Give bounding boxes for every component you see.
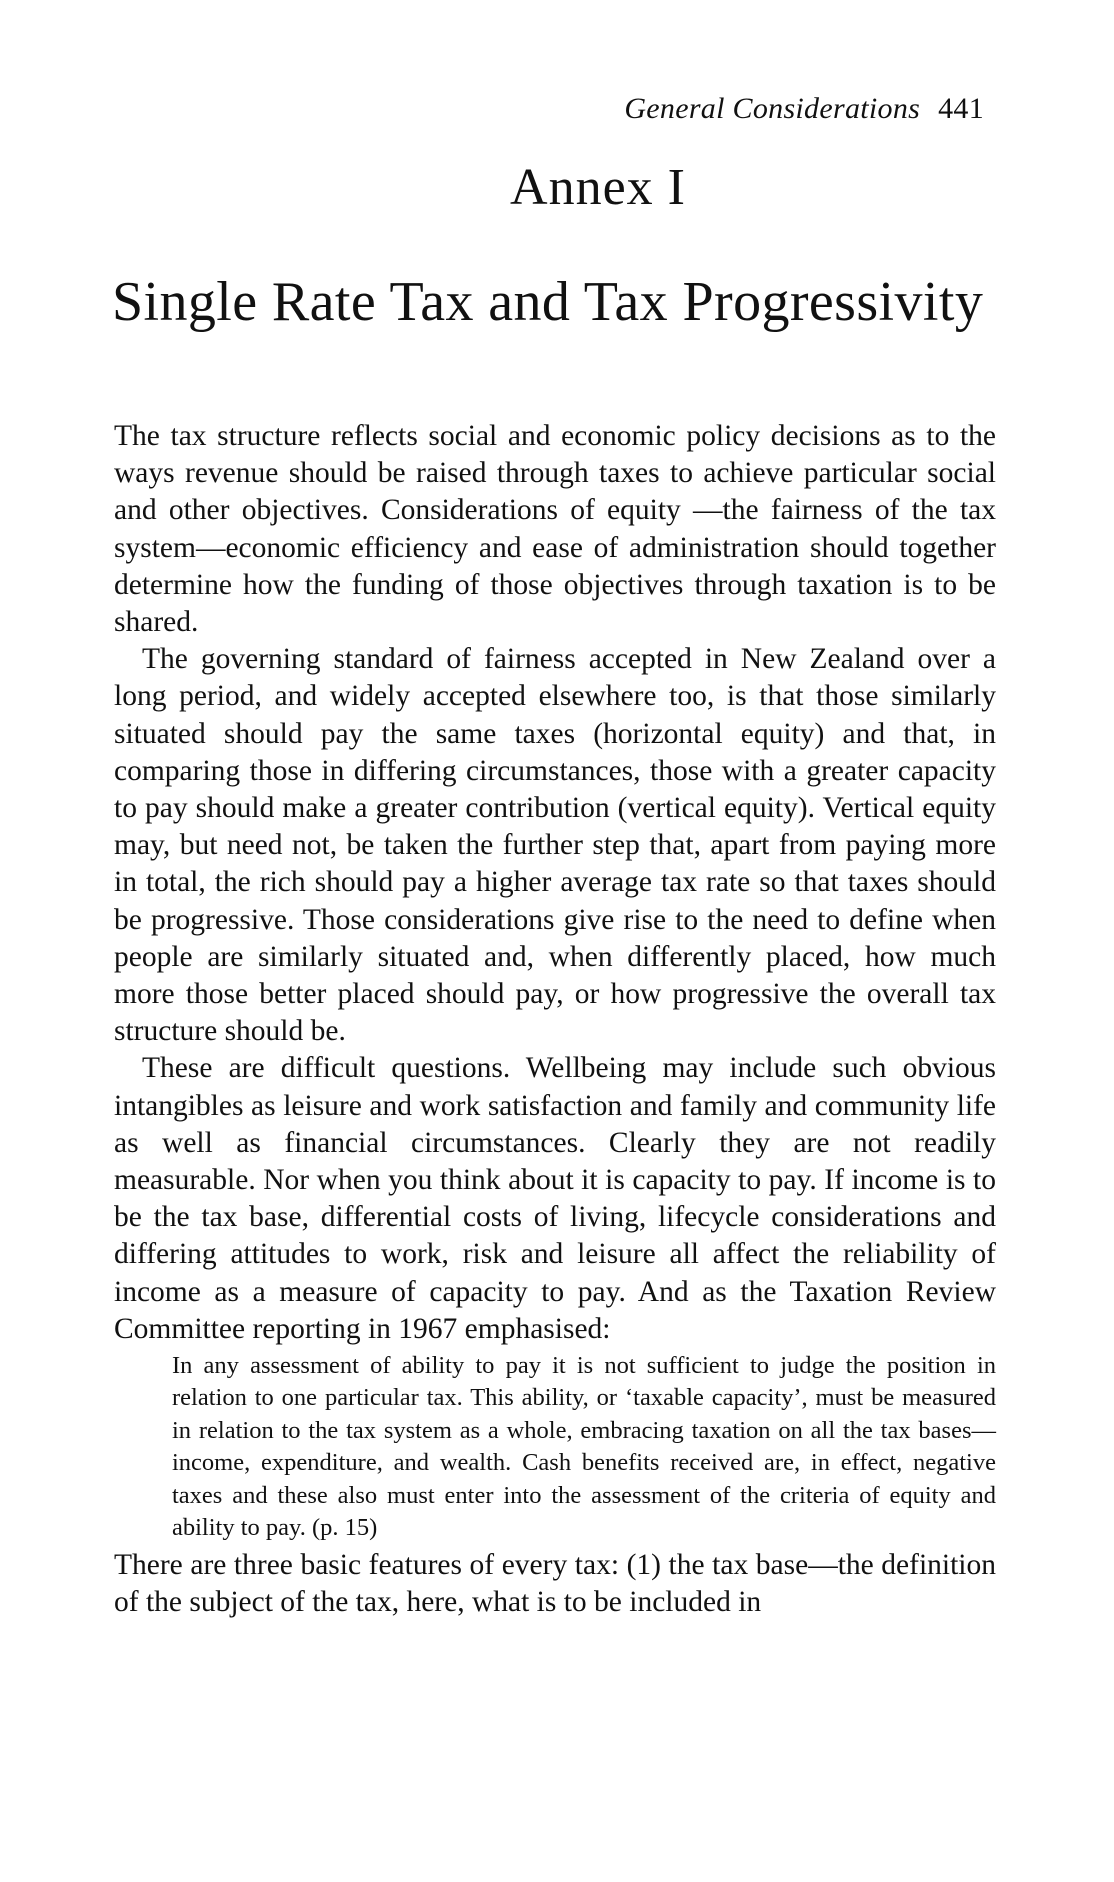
annex-title: Single Rate Tax and Tax Progressivity — [112, 271, 984, 333]
running-head-section: General Considerations — [624, 92, 921, 125]
body-text — [114, 418, 996, 1621]
running-head — [624, 92, 984, 126]
paragraph-4: There are three basic features of every tax: (1) the tax base—the definition of the subject of the tax, here, what is to be included in — [114, 1548, 996, 1618]
paragraph-1: The tax structure reflects social and economic policy decisions as to the ways revenue should be raised through taxes to achieve particular social and other objectives. Considerations of equity —the fairness of the tax system—economic efficiency and ease of administration should together determine how the funding of those objectives through taxation is to be shared. — [114, 420, 996, 639]
paragraph-3: These are difficult questions. Wellbeing may include such obvious intangibles as leisure and work satisfaction and family and community life as well as financial circumstances. Clearly they are not readily measurable. Nor when you think about it is capacity to pay. If income is to be the tax base, differential costs of living, lifecycle considerations and differing attitudes to work, risk and leisure all affect the reliability of income as a measure of capacity to pay. And as the Taxation Review Committee reporting in 1967 emphasised: — [114, 1052, 996, 1345]
block-quote: In any assessment of ability to pay it is not sufficient to judge the position in relation to one particular tax. This ability, or ‘taxable capacity’, must be measured in relation to the tax system as a whole, embracing taxation on all the tax bases—income, expenditure, and wealth. Cash benefits received are, in effect, negative taxes and these also must enter into the assessment of the criteria of equity and ability to pay. (p. 15) — [172, 1352, 996, 1542]
paragraph-2: The governing standard of fairness accepted in New Zealand over a long period, and widely accepted elsewhere too, is that those similarly situated should pay the same taxes (horizontal equity) and that, in comparing those in differing circumstances, those with a greater capacity to pay should make a greater contribution (vertical equity). Vertical equity may, but need not, be taken the further step that, apart from paying more in total, the rich should pay a higher average tax rate so that taxes should be progressive. Those considerations give rise to the need to define when people are similarly situated and, when differently placed, how much more those better placed should pay, or how progressive the overall tax structure should be. — [114, 643, 996, 1048]
annex-label: Annex I — [510, 159, 686, 216]
page-number: 441 — [938, 92, 984, 125]
